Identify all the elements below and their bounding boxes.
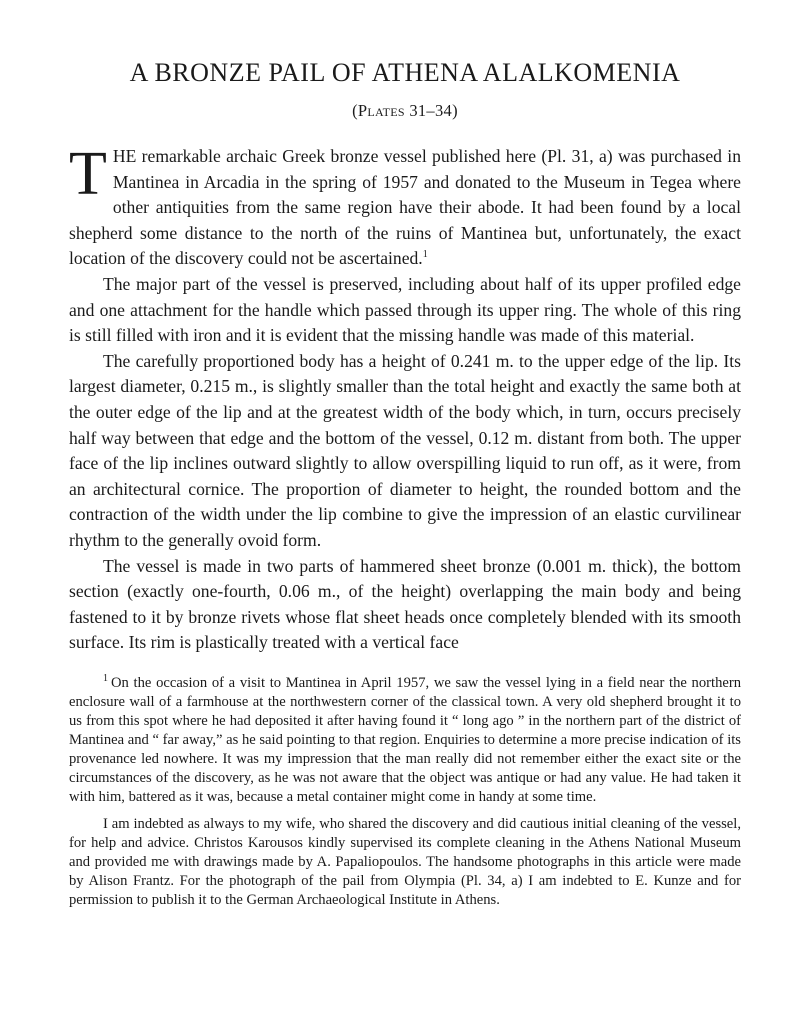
article-body [69, 140, 741, 656]
footnote-1-text: On the occasion of a visit to Mantinea in April 1957, we saw the vessel lying in a field near the northern enclosure wall of a farmhouse at the northwestern corner of the classical town. A very old shepherd brought it to us from this spot where he had deposited it after having found it “ long ago ” in the northern part of the district of Mantinea and “ far away,” as he said pointing to that region. Enquiries to determine a more precise indication of its provenance led nowhere. It was my impression that the man really did not remember either the exact site or the circumstances of the discovery, as he was not aware that the object was antique or had any value. He had taken it with him, battered as it was, because a metal container might come in handy at some time. [69, 674, 741, 806]
footnote-1 [69, 674, 741, 808]
footnote-ref-1[interactable]: 1 [422, 249, 428, 261]
paragraph-4: The vessel is made in two parts of hammered sheet bronze (0.001 m. thick), the bottom section (exactly one-fourth, 0.06 m., of the height) overlapping the main body and being fastened to it by bronze rivets whose flat sheet heads once completely blended with its smooth surface. Its rim is plastically treated with a vertical face [69, 555, 741, 653]
footnote-2: I am indebted as always to my wife, who shared the discovery and did cautious initial cleaning of the vessel, for help and advice. Christos Karousos kindly supervised its complete cleaning in the Athens National Museum and provided me with drawings made by A. Papaliopoulos. The handsome photographs in this article were made by Alison Frantz. For the photograph of the pail from Olympia (Pl. 34, a) I am indebted to E. Kunze and for permission to publish it to the German Archaeological Institute in Athens. [69, 815, 741, 908]
plates-open-paren: ( [352, 101, 358, 120]
paragraph-3: The carefully proportioned body has a height of 0.241 m. to the upper edge of the lip. Its largest diameter, 0.215 m., is slightly smaller than the total height and exactly the same both at the outer edge of the lip and at the greatest width of the body which, in turn, occurs precisely half way between that edge and the bottom of the vessel, 0.12 m. distant from both. The upper face of the lip inclines outward slightly to allow overspilling liquid to run off, as it were, from an architectural cornice. The proportion of diameter to height, the rounded bottom and the contraction of the width under the lip combine to give the impression of an elastic curvilinear rhythm to the generally ovoid form. [69, 350, 741, 550]
plates-reference [69, 100, 741, 122]
article-title: A BRONZE PAIL OF ATHENA ALALKOMENIA [129, 58, 681, 87]
footnotes [69, 674, 741, 910]
paragraph-1 [69, 140, 741, 272]
plates-label: Plates 31–34 [357, 101, 453, 120]
footnote-1-mark: 1 [103, 673, 108, 685]
plates-close-paren: ) [452, 101, 458, 120]
paragraph-1-text: HE remarkable archaic Greek bronze vessel published here (Pl. 31, a) was purchased in Mantinea in Arcadia in the spring of 1957 and donated to the Museum in Tegea where other antiquities from the same region have their abode. It had been found by a local shepherd some distance to the north of the ruins of Mantinea but, unfortunately, the exact location of the discovery could not be ascertained. [69, 146, 741, 269]
drop-cap: T [69, 140, 107, 208]
article-page [69, 56, 741, 910]
paragraph-2: The major part of the vessel is preserved, including about half of its upper profiled edge and one attachment for the handle which passed through its upper ring. The whole of this ring is still filled with iron and it is evident that the missing handle was made of this material. [69, 273, 741, 346]
